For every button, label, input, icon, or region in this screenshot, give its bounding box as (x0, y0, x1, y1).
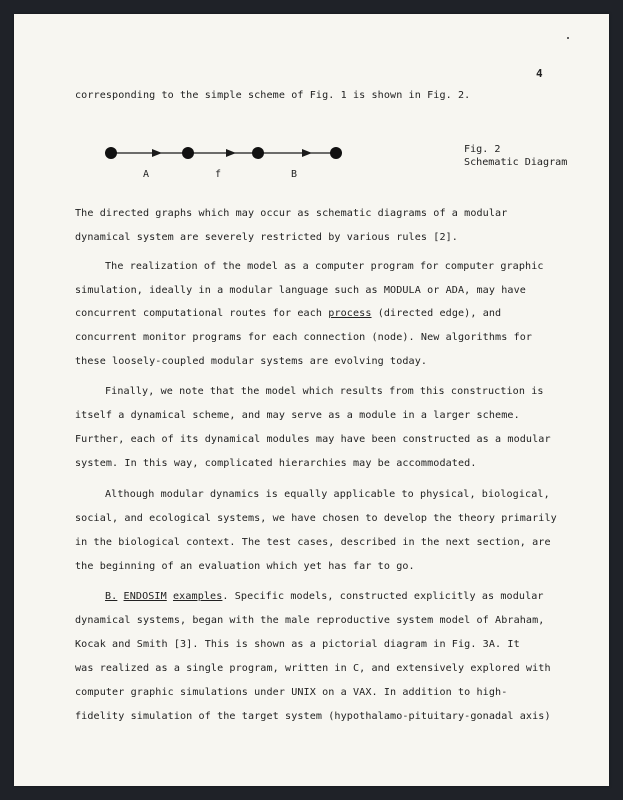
node-label-b: B (291, 169, 298, 180)
text-line: itself a dynamical scheme, and may serve as a module in a larger scheme. (75, 410, 520, 421)
text-line: simulation, ideally in a modular language such as MODULA or ADA, may have (75, 285, 526, 296)
figure-caption (464, 143, 567, 169)
node (182, 147, 194, 159)
text-segment: (directed edge), and (371, 308, 502, 319)
text-line: the beginning of an evaluation which yet has far to go. (75, 561, 415, 572)
text-line: social, and ecological systems, we have chosen to develop the theory primarily (75, 513, 557, 524)
text-line: concurrent monitor programs for each connection (node). New algorithms for (75, 332, 533, 343)
section-heading-line (75, 590, 550, 604)
arrow-head (226, 149, 236, 157)
arrow-head (302, 149, 312, 157)
section-title: ENDOSIM (123, 591, 167, 602)
underlined-word: process (328, 308, 372, 319)
text-line: fidelity simulation of the target system (hypothalamo-pituitary-gonadal axis) (75, 711, 551, 722)
text-segment: . Specific models, constructed explicitly as modular (222, 591, 544, 602)
text-line: corresponding to the simple scheme of Fig. 1 is shown in Fig. 2. (75, 90, 471, 101)
edge-label-f: f (215, 169, 222, 180)
text-line: dynamical system are severely restricted by various rules [2]. (75, 232, 458, 243)
text-line: these loosely-coupled modular systems are evolving today. (75, 356, 428, 367)
text-line (75, 307, 550, 321)
arrow-head (152, 149, 162, 157)
node (252, 147, 264, 159)
text-line: computer graphic simulations under UNIX on a VAX. In addition to high- (75, 687, 508, 698)
document-page (14, 14, 609, 786)
node (330, 147, 342, 159)
text-line: was realized as a single program, written in C, and extensively explored with (75, 663, 551, 674)
text-line: in the biological context. The test cases, described in the next section, are (75, 537, 551, 548)
node-label-a: A (143, 169, 150, 180)
text-line: system. In this way, complicated hierarchies may be accommodated. (75, 458, 477, 469)
page-number: 4 (536, 67, 543, 80)
figure-title: Schematic Diagram (464, 157, 568, 168)
schematic-diagram (100, 140, 360, 166)
text-line: The realization of the model as a computer program for computer graphic (105, 261, 544, 272)
node (105, 147, 117, 159)
corner-mark (567, 37, 569, 39)
section-title: examples (172, 591, 223, 602)
text-line: Further, each of its dynamical modules may have been constructed as a modular (75, 434, 551, 445)
text-line: The directed graphs which may occur as schematic diagrams of a modular (75, 208, 508, 219)
figure-number: Fig. 2 (464, 144, 501, 155)
text-line: Finally, we note that the model which results from this construction is (105, 386, 544, 397)
text-line: dynamical systems, began with the male reproductive system model of Abraham, (75, 615, 545, 626)
text-line: Although modular dynamics is equally applicable to physical, biological, (105, 489, 550, 500)
text-line: Kocak and Smith [3]. This is shown as a pictorial diagram in Fig. 3A. It (75, 639, 520, 650)
section-label: B. (105, 591, 118, 602)
text-segment: concurrent computational routes for each (75, 308, 329, 319)
